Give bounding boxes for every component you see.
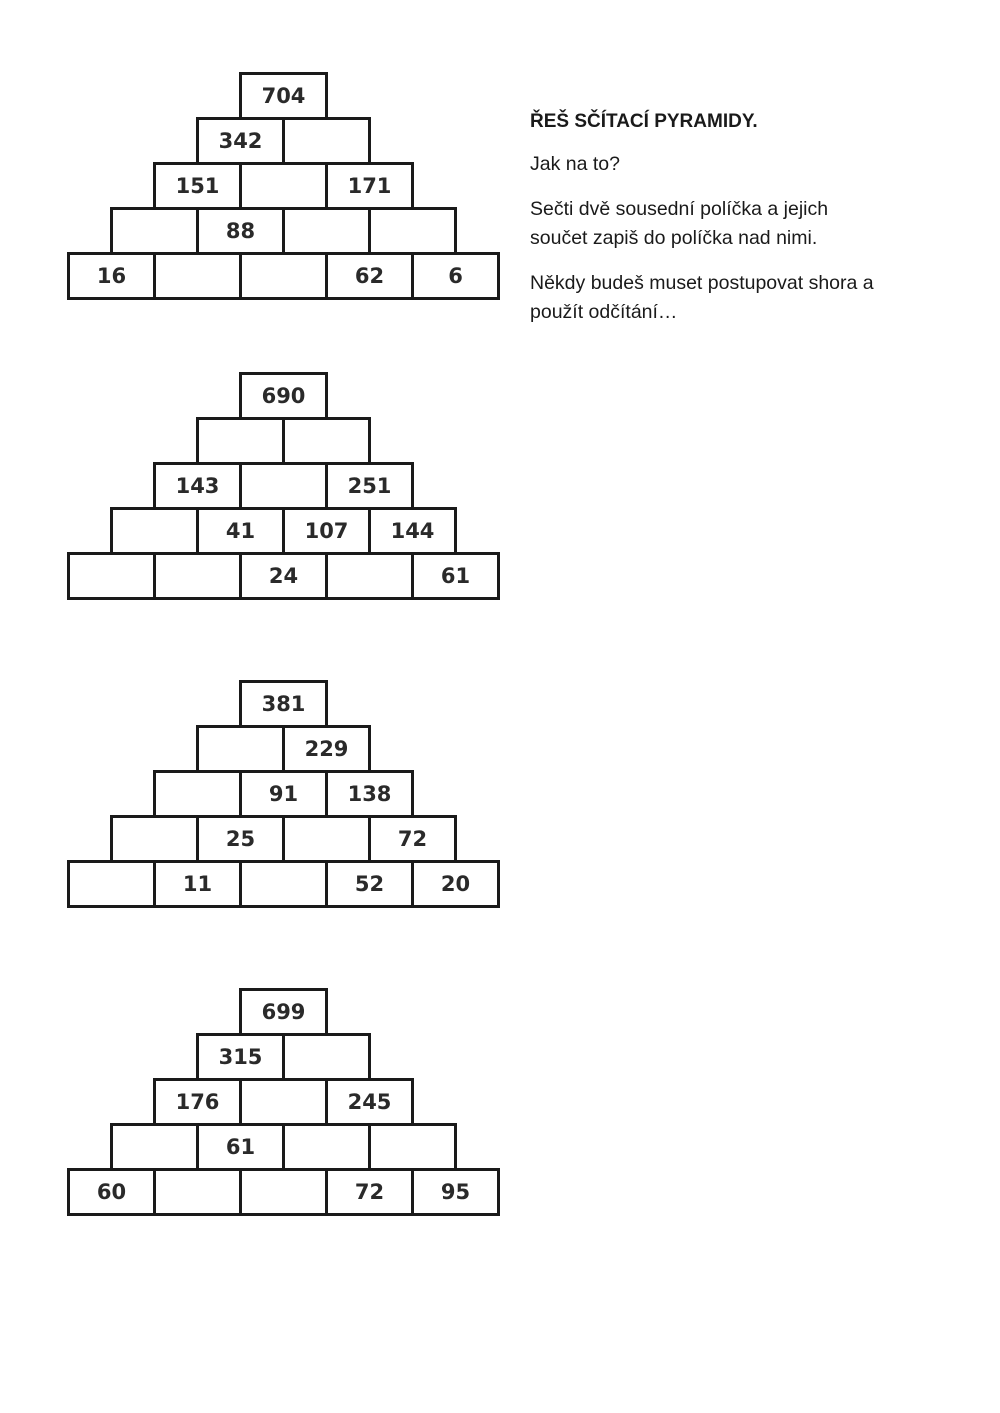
- instructions: [530, 107, 890, 343]
- pyramid-cell[interactable]: [368, 207, 457, 255]
- pyramid-cell[interactable]: [282, 1033, 371, 1081]
- pyramid-cell[interactable]: 151: [153, 162, 242, 210]
- pyramid-cell[interactable]: 41: [196, 507, 285, 555]
- pyramid-cell[interactable]: [368, 1123, 457, 1171]
- pyramid-cell[interactable]: 72: [325, 1168, 414, 1216]
- pyramid-cell[interactable]: 229: [282, 725, 371, 773]
- pyramid-cell[interactable]: 20: [411, 860, 500, 908]
- pyramid-cell[interactable]: 107: [282, 507, 371, 555]
- pyramid-cell[interactable]: [239, 162, 328, 210]
- pyramid-cell[interactable]: [325, 552, 414, 600]
- pyramid-cell[interactable]: 16: [67, 252, 156, 300]
- pyramid-cell[interactable]: 690: [239, 372, 328, 420]
- pyramid-cell[interactable]: 699: [239, 988, 328, 1036]
- pyramid-cell[interactable]: [282, 417, 371, 465]
- pyramid-cell[interactable]: 381: [239, 680, 328, 728]
- pyramid-cell[interactable]: [67, 860, 156, 908]
- pyramid-cell[interactable]: [67, 552, 156, 600]
- pyramid-cell[interactable]: 143: [153, 462, 242, 510]
- instructions-step-add: Sečti dvě sousední políčka a jejich součet zapiš do políčka nad nimi.: [530, 198, 829, 249]
- pyramid-cell[interactable]: [153, 552, 242, 600]
- pyramid-cell[interactable]: 315: [196, 1033, 285, 1081]
- pyramid-cell[interactable]: 24: [239, 552, 328, 600]
- pyramid-cell[interactable]: [239, 252, 328, 300]
- pyramid-cell[interactable]: [153, 1168, 242, 1216]
- pyramid-cell[interactable]: 95: [411, 1168, 500, 1216]
- instructions-question: Jak na to?: [530, 153, 620, 175]
- pyramid-cell[interactable]: 245: [325, 1078, 414, 1126]
- pyramid-cell[interactable]: [282, 1123, 371, 1171]
- pyramid-cell[interactable]: 171: [325, 162, 414, 210]
- pyramid-cell[interactable]: 60: [67, 1168, 156, 1216]
- pyramid-cell[interactable]: 138: [325, 770, 414, 818]
- pyramid-2: [67, 372, 497, 601]
- pyramid-cell[interactable]: [239, 462, 328, 510]
- pyramid-cell[interactable]: 144: [368, 507, 457, 555]
- pyramid-cell[interactable]: [196, 417, 285, 465]
- pyramid-cell[interactable]: 88: [196, 207, 285, 255]
- pyramid-cell[interactable]: 704: [239, 72, 328, 120]
- pyramid-cell[interactable]: 25: [196, 815, 285, 863]
- pyramid-cell[interactable]: [282, 207, 371, 255]
- pyramid-cell[interactable]: [196, 725, 285, 773]
- pyramid-cell[interactable]: 61: [411, 552, 500, 600]
- worksheet-title: ŘEŠ SČÍTACÍ PYRAMIDY.: [530, 111, 758, 132]
- pyramid-cell[interactable]: [239, 1168, 328, 1216]
- pyramid-cell[interactable]: [153, 770, 242, 818]
- pyramid-cell[interactable]: 61: [196, 1123, 285, 1171]
- pyramid-cell[interactable]: [282, 815, 371, 863]
- pyramid-cell[interactable]: 342: [196, 117, 285, 165]
- pyramid-cell[interactable]: [110, 1123, 199, 1171]
- pyramid-cell[interactable]: [110, 207, 199, 255]
- pyramid-3: [67, 680, 497, 909]
- pyramid-4: [67, 988, 497, 1217]
- pyramid-cell[interactable]: 52: [325, 860, 414, 908]
- pyramid-cell[interactable]: 11: [153, 860, 242, 908]
- pyramid-cell[interactable]: 251: [325, 462, 414, 510]
- pyramid-1: [67, 72, 497, 301]
- pyramid-cell[interactable]: [282, 117, 371, 165]
- pyramid-cell[interactable]: [153, 252, 242, 300]
- pyramid-cell[interactable]: 62: [325, 252, 414, 300]
- pyramid-cell[interactable]: 72: [368, 815, 457, 863]
- pyramid-cell[interactable]: 91: [239, 770, 328, 818]
- instructions-step-subtract: Někdy budeš muset postupovat shora a použít odčítání…: [530, 272, 874, 323]
- pyramid-cell[interactable]: [110, 507, 199, 555]
- pyramid-cell[interactable]: 6: [411, 252, 500, 300]
- pyramid-cell[interactable]: [239, 860, 328, 908]
- pyramid-cell[interactable]: 176: [153, 1078, 242, 1126]
- pyramid-cell[interactable]: [110, 815, 199, 863]
- pyramid-cell[interactable]: [239, 1078, 328, 1126]
